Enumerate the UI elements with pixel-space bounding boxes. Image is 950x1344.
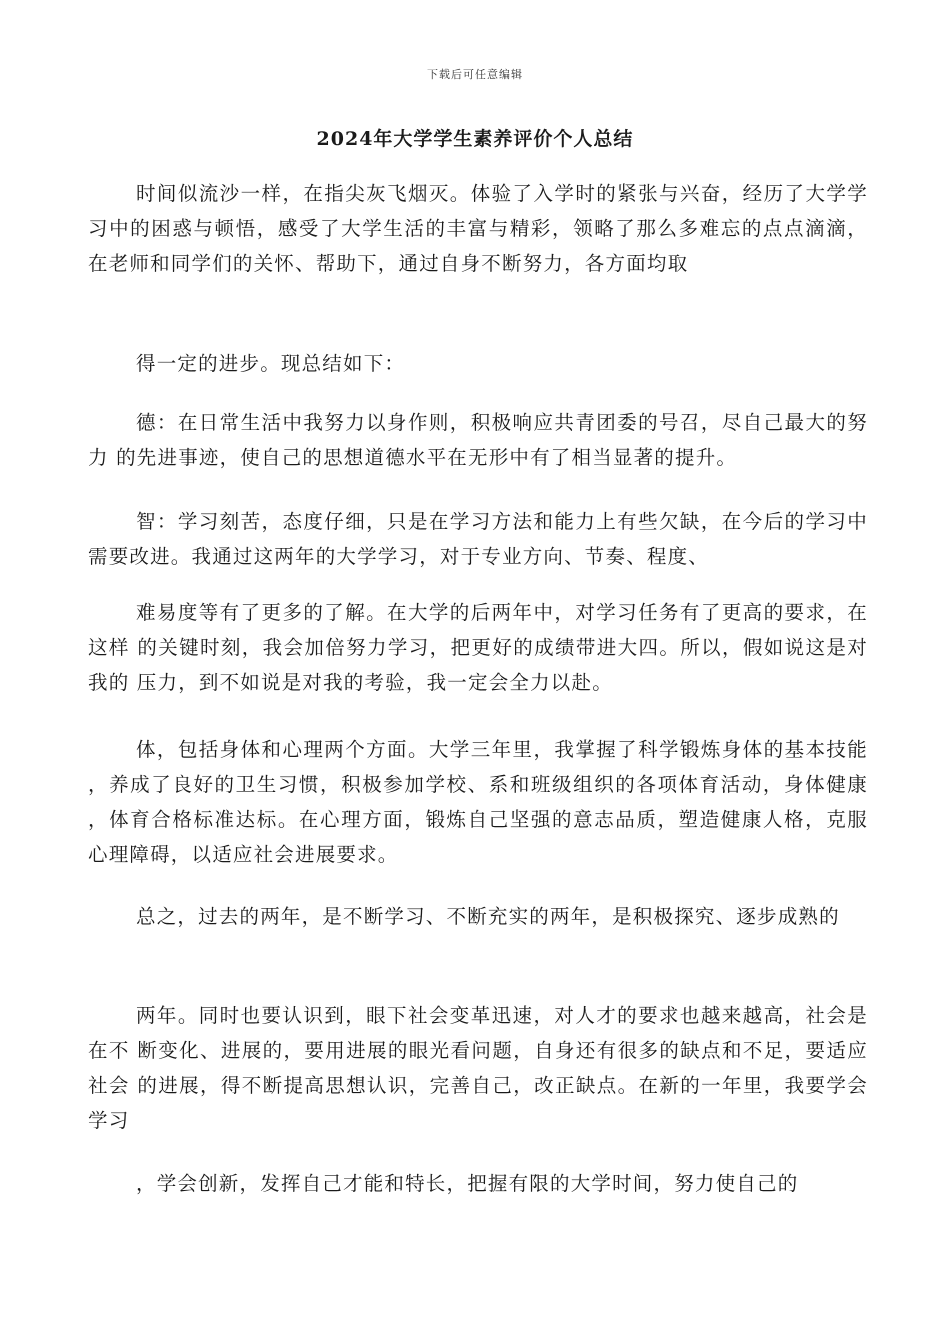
paragraph-conclusion-continued: 两年。同时也要认识到，眼下社会变革迅速，对人才的要求也越来越高，社会是在不 断变化、进展的，要用进展的眼光看问题，自身还有很多的缺点和不足，要适应社会 的进展，得不断提高思想认识，完善自己，改正缺点。在新的一年里，我要学会学习 [88, 1004, 868, 1132]
paragraph-intellect-continued: 难易度等有了更多的了解。在大学的后两年中，对学习任务有了更高的要求，在这样 的关键时刻，我会加倍努力学习，把更好的成绩带进大四。所以，假如说这是对我的 压力，到不如说是对我的考验，我一定会全力以赴。 [88, 601, 868, 694]
paragraph-physical: 体，包括身体和心理两个方面。大学三年里，我掌握了科学锻炼身体的基本技能 ，养成了良好的卫生习惯，积极参加学校、系和班级组织的各项体育活动，身体健康 ，体育合格标准达标。在心理方面，锻炼自己坚强的意志品质，塑造健康人格，克服 心理障碍，以适应社会进展要求。 [88, 738, 868, 866]
page-title: 2024年大学学生素养评价个人总结 [316, 128, 634, 150]
paragraph-conclusion: 总之，过去的两年，是不断学习、不断充实的两年，是积极探究、逐步成熟的 [136, 905, 840, 928]
header-note: 下载后可任意编辑 [427, 68, 523, 81]
paragraph-moral: 德：在日常生活中我努力以身作则，积极响应共青团委的号召，尽自己最大的努力 的先进事迹，使自己的思想道德水平在无形中有了相当显著的提升。 [88, 411, 868, 469]
paragraph-intellect: 智：学习刻苦，态度仔细，只是在学习方法和能力上有些欠缺，在今后的学习中 需要改进。我通过这两年的大学学习，对于专业方向、节奏、程度、 [88, 510, 868, 568]
paragraph-closing: ，学会创新，发挥自己才能和特长，把握有限的大学时间，努力使自己的 [136, 1172, 799, 1195]
paragraph-summary-lead: 得一定的进步。现总结如下： [136, 352, 406, 375]
paragraph-intro: 时间似流沙一样，在指尖灰飞烟灭。体验了入学时的紧张与兴奋，经历了大学学 习中的困惑与顿悟，感受了大学生活的丰富与精彩，领略了那么多难忘的点点滴滴， 在老师和同学们的关怀、帮助下，通过自身不断努力，各方面均取 [88, 182, 868, 275]
